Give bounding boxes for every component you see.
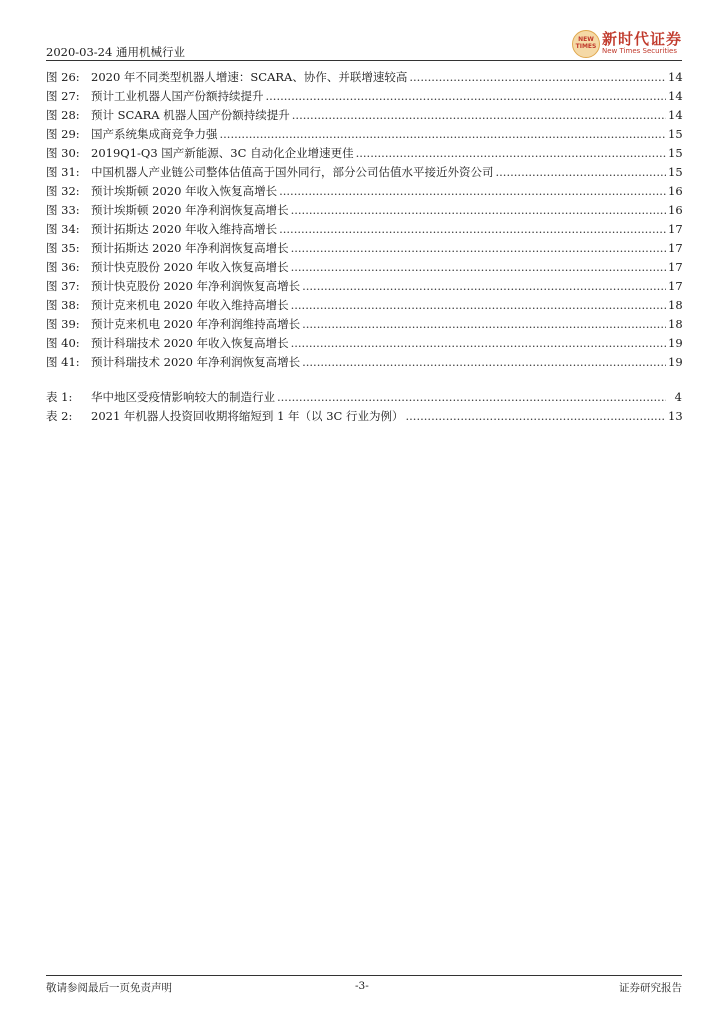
toc-title: 2019Q1-Q3 国产新能源、3C 自动化企业增速更佳: [91, 146, 354, 160]
toc-figure-entry[interactable]: [46, 144, 682, 163]
toc-label: 图 31:: [46, 165, 80, 179]
toc-page-number: 16: [668, 203, 683, 217]
toc-leader-dots: [292, 106, 666, 125]
toc-leader-dots: [277, 388, 666, 407]
toc-leader-dots: [409, 68, 666, 87]
toc-leader-dots: [291, 334, 666, 353]
toc-label: 图 35:: [46, 241, 80, 255]
toc-page-number: 17: [668, 260, 683, 274]
toc-title: 预计埃斯顿 2020 年收入恢复高增长: [91, 184, 278, 198]
toc-title: 预计快克股份 2020 年收入恢复高增长: [91, 260, 289, 274]
toc-page-number: 15: [668, 165, 683, 179]
footer-page-number: -3-: [355, 980, 369, 992]
toc-label: 图 28:: [46, 108, 80, 122]
toc-label: 表 1:: [46, 390, 73, 404]
toc-label: 图 37:: [46, 279, 80, 293]
toc-title: 预计工业机器人国产份额持续提升: [91, 89, 264, 103]
toc-leader-dots: [302, 353, 666, 372]
header-divider: [46, 60, 682, 61]
logo-badge-icon: NEW TIMES: [572, 30, 600, 58]
toc-page-number: 17: [668, 279, 683, 293]
toc-page-number: 15: [668, 146, 683, 160]
toc-page-number: 13: [668, 409, 683, 423]
toc-figure-entry[interactable]: [46, 201, 682, 220]
logo-en-text: New Times Securities: [602, 47, 677, 55]
toc-label: 图 32:: [46, 184, 80, 198]
toc-figure-entry[interactable]: [46, 125, 682, 144]
footer-report-type: 证券研究报告: [619, 982, 682, 994]
toc-figure-entry[interactable]: [46, 353, 682, 372]
toc-title: 预计克来机电 2020 年净利润维持高增长: [91, 317, 301, 331]
toc-label: 图 39:: [46, 317, 80, 331]
toc-figure-entry[interactable]: [46, 182, 682, 201]
toc-leader-dots: [496, 163, 667, 182]
toc-label: 图 27:: [46, 89, 80, 103]
toc-title: 预计埃斯顿 2020 年净利润恢复高增长: [91, 203, 289, 217]
toc-label: 图 30:: [46, 146, 80, 160]
toc-page-number: 19: [668, 336, 683, 350]
toc-page-number: 15: [668, 127, 683, 141]
toc-leader-dots: [356, 144, 666, 163]
toc-figure-entry[interactable]: [46, 68, 682, 87]
toc-page-number: 17: [668, 222, 683, 236]
toc-figure-entry[interactable]: [46, 258, 682, 277]
toc-leader-dots: [291, 258, 666, 277]
company-logo: [572, 28, 684, 58]
toc-label: 图 38:: [46, 298, 80, 312]
list-gap: [46, 372, 682, 388]
toc-title: 预计快克股份 2020 年净利润恢复高增长: [91, 279, 301, 293]
toc-page-number: 17: [668, 241, 683, 255]
toc-figure-entry[interactable]: [46, 87, 682, 106]
header-date-industry: 2020-03-24 通用机械行业: [46, 45, 185, 59]
toc-title: 2021 年机器人投资回收期将缩短到 1 年（以 3C 行业为例）: [91, 409, 404, 423]
toc-label: 图 34:: [46, 222, 80, 236]
toc-table-entry[interactable]: [46, 388, 682, 407]
toc-leader-dots: [405, 407, 666, 426]
toc-page-number: 16: [668, 184, 683, 198]
toc-figure-entry[interactable]: [46, 315, 682, 334]
toc-page-number: 19: [668, 355, 683, 369]
toc-label: 表 2:: [46, 409, 73, 423]
toc-title: 预计科瑞技术 2020 年净利润恢复高增长: [91, 355, 301, 369]
toc-leader-dots: [302, 277, 666, 296]
toc-leader-dots: [220, 125, 667, 144]
toc-table-entry[interactable]: [46, 407, 682, 426]
toc-label: 图 26:: [46, 70, 80, 84]
toc-label: 图 41:: [46, 355, 80, 369]
toc-figure-entry[interactable]: [46, 334, 682, 353]
toc-page-number: 14: [668, 89, 683, 103]
toc-page-number: 18: [668, 298, 683, 312]
toc-title: 预计科瑞技术 2020 年收入恢复高增长: [91, 336, 289, 350]
toc-page-number: 14: [668, 70, 683, 84]
toc-label: 图 36:: [46, 260, 80, 274]
toc-title: 预计克来机电 2020 年收入维持高增长: [91, 298, 289, 312]
toc-leader-dots: [291, 201, 666, 220]
toc-title: 国产系统集成商竞争力强: [91, 127, 218, 141]
footer-divider: [46, 975, 682, 976]
toc-title: 中国机器人产业链公司整体估值高于国外同行，部分公司估值水平接近外资公司: [91, 165, 494, 179]
toc-figure-entry[interactable]: [46, 277, 682, 296]
figure-list: [46, 68, 682, 372]
toc-figure-entry[interactable]: [46, 106, 682, 125]
toc-title: 预计拓斯达 2020 年净利润恢复高增长: [91, 241, 289, 255]
toc-figure-entry[interactable]: [46, 163, 682, 182]
toc-label: 图 40:: [46, 336, 80, 350]
toc-figure-entry[interactable]: [46, 239, 682, 258]
logo-cn-text: 新时代证券: [602, 30, 683, 48]
toc-leader-dots: [279, 182, 666, 201]
toc-title: 预计 SCARA 机器人国产份额持续提升: [91, 108, 290, 122]
toc-title: 2020 年不同类型机器人增速：SCARA、协作、并联增速较高: [91, 70, 408, 84]
toc-leader-dots: [291, 239, 666, 258]
toc-title: 预计拓斯达 2020 年收入维持高增长: [91, 222, 278, 236]
toc-figure-entry[interactable]: [46, 296, 682, 315]
toc-leader-dots: [291, 296, 666, 315]
toc-page-number: 4: [674, 390, 682, 404]
toc-title: 华中地区受疫情影响较大的制造行业: [91, 390, 275, 404]
toc-leader-dots: [279, 220, 666, 239]
toc-leader-dots: [266, 87, 667, 106]
toc-label: 图 33:: [46, 203, 80, 217]
table-of-contents: [46, 68, 682, 426]
table-list: [46, 388, 682, 426]
toc-label: 图 29:: [46, 127, 80, 141]
footer-disclaimer: 敬请参阅最后一页免责声明: [46, 982, 172, 994]
toc-figure-entry[interactable]: [46, 220, 682, 239]
toc-page-number: 18: [668, 317, 683, 331]
toc-leader-dots: [302, 315, 666, 334]
toc-page-number: 14: [668, 108, 683, 122]
